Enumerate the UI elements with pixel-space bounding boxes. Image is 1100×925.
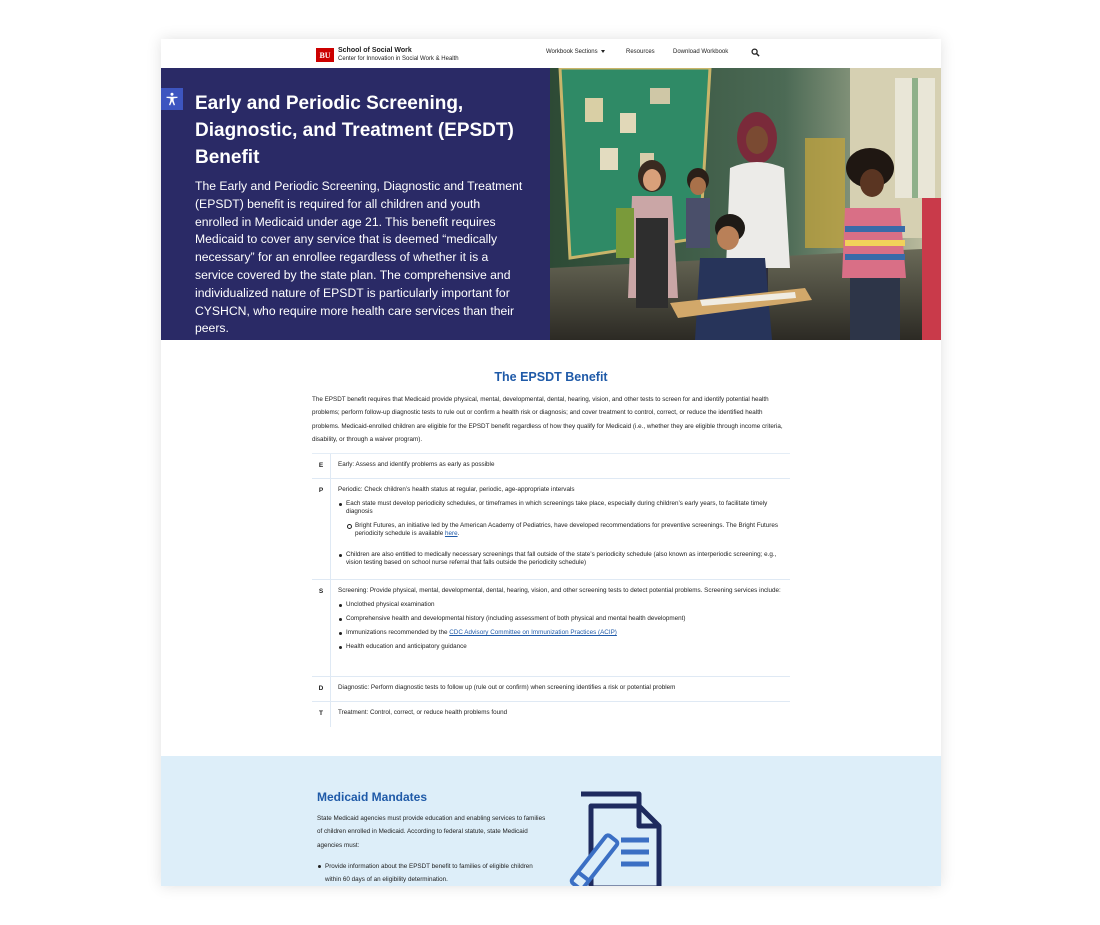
row-text: Treatment: Control, correct, or reduce health problems found	[338, 709, 508, 716]
bright-futures-link[interactable]: here	[444, 530, 458, 537]
list-item: Health education and anticipatory guidance	[338, 643, 782, 651]
list-item-text: Children are also entitled to medically necessary screenings that fall outside of the state’s periodicity schedule (also known as interperiodic screening; e.g., vision testing based on school nurse referral that falls outside the periodicity schedule)	[346, 551, 777, 566]
table-row-screening	[312, 580, 790, 677]
list-item-end: .	[457, 530, 460, 537]
logo-school-name: School of Social Work	[338, 47, 412, 54]
periodic-sublist	[346, 522, 782, 538]
periodic-list	[338, 500, 782, 567]
list-item-text: Bright Futures, an initiative led by the American Academy of Pediatrics, have developed recommendations for preventive screenings. The Bright Futures periodicity schedule is available	[355, 522, 779, 537]
search-icon[interactable]	[751, 48, 760, 57]
table-row-diagnostic	[312, 677, 790, 702]
logo-center-name: Center for Innovation in Social Work & Health	[338, 56, 459, 62]
list-item: Unclothed physical examination	[338, 601, 782, 609]
row-text: Periodic: Check children’s health status at regular, periodic, age-appropriate intervals	[338, 486, 575, 493]
document-pen-icon	[559, 788, 679, 886]
list-item: Provide information about the EPSDT benefit to families of eligible children within 60 days of an eligibility determination.	[317, 860, 547, 886]
section-title-epsdt: The EPSDT Benefit	[494, 370, 608, 384]
mandates-text: State Medicaid agencies must provide education and enabling services to families of children enrolled in Medicaid. According to federal statute, state Medicaid agencies must:	[317, 815, 546, 849]
row-text: Early: Assess and identify problems as early as possible	[338, 461, 495, 468]
hero-description: The Early and Periodic Screening, Diagnostic and Treatment (EPSDT) benefit is required for all children and youth enrolled in Medicaid under age 21. This benefit requires Medicaid to cover any service that is deemed “medically necessary” for an enrollee regardless of whether it is a service covered by the state plan. The comprehensive and individualized nature of EPSDT is particularly important for CYSHCN, who require more health care services than their peers.	[195, 179, 523, 336]
list-item	[338, 629, 782, 637]
epsdt-table	[312, 453, 790, 727]
row-content	[331, 580, 790, 676]
nav-workbook-sections-label: Workbook Sections	[546, 49, 598, 55]
page-frame	[161, 39, 941, 886]
bu-logo-mark: BU	[316, 48, 334, 62]
list-item	[346, 522, 782, 538]
row-letter: P	[312, 479, 331, 579]
row-text: Diagnostic: Perform diagnostic tests to follow up (rule out or confirm) when screening identifies a risk or potential problem	[338, 684, 676, 691]
mandates-list	[317, 860, 547, 886]
list-item	[338, 500, 782, 545]
hero-banner	[161, 68, 941, 340]
logo-text	[338, 47, 459, 63]
hero-text-panel	[161, 68, 550, 340]
hero-classroom-photo	[550, 68, 941, 340]
nav-download-workbook[interactable]: Download Workbook	[673, 49, 729, 55]
site-logo[interactable]	[316, 47, 459, 63]
list-item-text: Each state must develop periodicity schedules, or timeframes in which screenings take place, especially during children’s early years, to facilitate timely diagnosis	[346, 500, 768, 515]
accessibility-icon	[165, 92, 179, 106]
medicaid-mandates-section	[161, 756, 941, 886]
list-item: Comprehensive health and developmental history (including assessment of both physical and mental health development)	[338, 615, 782, 623]
table-row-treatment	[312, 702, 790, 727]
page-title: Early and Periodic Screening, Diagnostic, and Treatment (EPSDT) Benefit	[195, 93, 514, 168]
row-letter: S	[312, 580, 331, 676]
section-title-mandates: Medicaid Mandates	[317, 790, 428, 804]
accessibility-button[interactable]	[161, 88, 183, 110]
row-content	[331, 479, 790, 579]
acip-link[interactable]: CDC Advisory Committee on Immunization Practices (ACIP)	[449, 629, 617, 636]
list-item-text: Immunizations recommended by the	[346, 629, 450, 636]
chevron-down-icon	[601, 50, 605, 53]
list-item	[338, 551, 782, 567]
row-letter: D	[312, 677, 331, 701]
nav-workbook-sections[interactable]	[546, 49, 605, 55]
table-row-periodic	[312, 479, 790, 580]
nav-resources[interactable]: Resources	[626, 49, 655, 55]
row-letter: E	[312, 454, 331, 478]
row-letter: T	[312, 702, 331, 727]
row-text: Screening: Provide physical, mental, developmental, dental, hearing, vision, and other screening tests to detect potential problems. Screening services include:	[338, 587, 781, 594]
classroom-illustration	[550, 68, 941, 340]
epsdt-intro-text: The EPSDT benefit requires that Medicaid provide physical, mental, developmental, dental, hearing, vision, and other tests to screen for and identify potential health problems; perform follow-up diagnostic tests to rule out or confirm a health risk or diagnosis; and cover treatment to control, correct, or reduce the identified health problems. Medicaid-enrolled children are eligible for the EPSDT benefit regardless of how they qualify for Medicaid (i.e., whether they are eligible through income criteria, disability, or through a waiver program).	[312, 396, 783, 443]
table-row-early	[312, 454, 790, 479]
site-header	[161, 39, 941, 68]
screening-list	[338, 601, 782, 651]
